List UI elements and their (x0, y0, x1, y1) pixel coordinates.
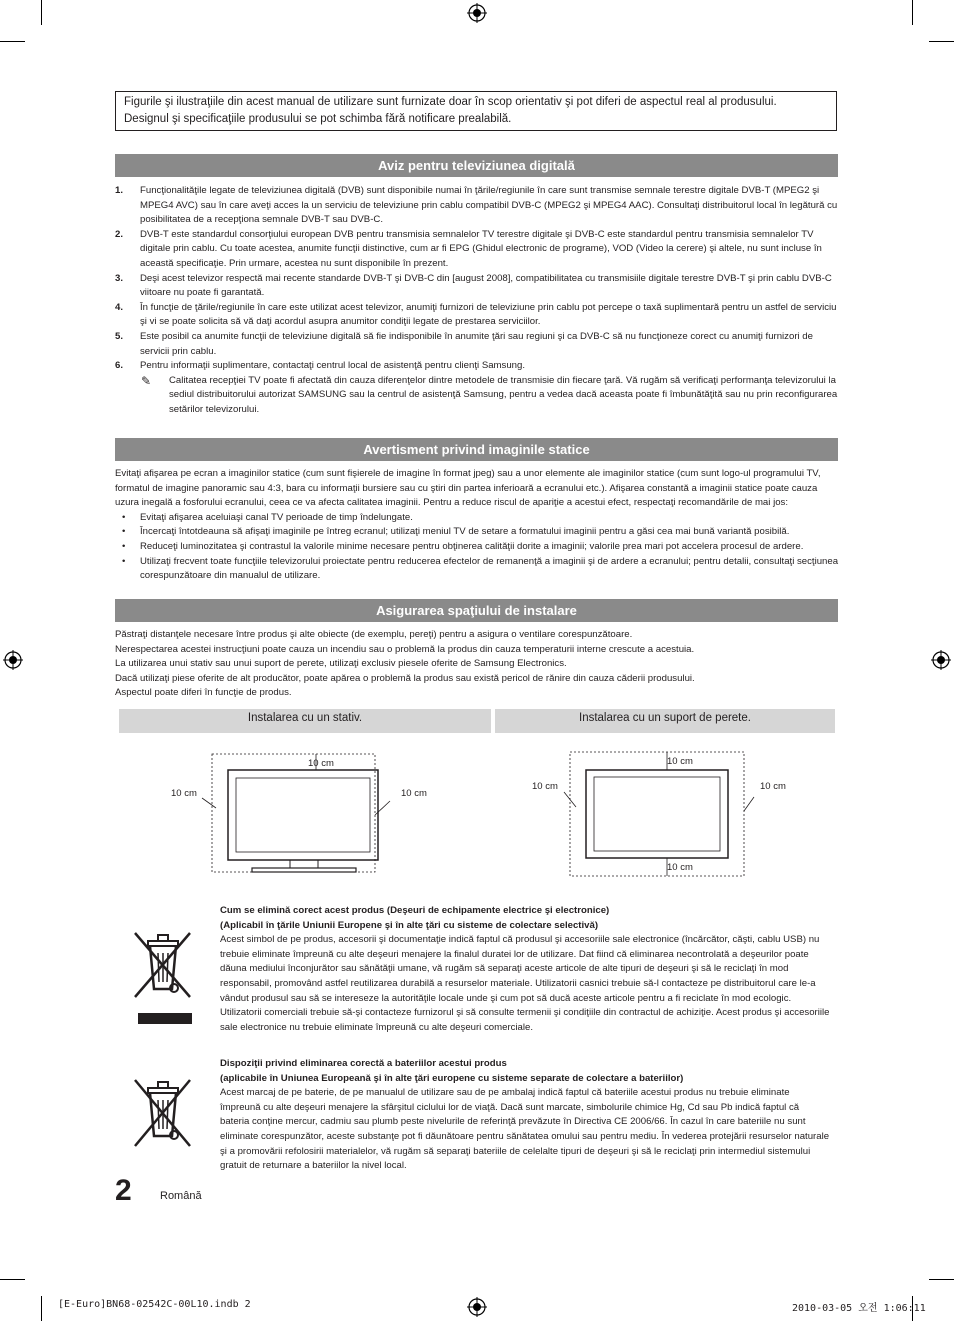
registration-mark-icon (467, 3, 487, 23)
print-date-info: 2010-03-05 오전 1:06:11 (792, 1303, 926, 1314)
weee-subtitle: (Aplicabil în ţările Uniunii Europene şi în alte ţări cu sisteme de colectare selectivă) (220, 919, 599, 931)
list-item: 5. Este posibil ca anumite funcţii de televiziune digitală să fie indisponibile în anumite ţări sau regiuni şi ca DVB-C să nu funcţioneze corect cu anumiţi furnizori de servicii prin cablu. (115, 330, 813, 357)
crop-mark (41, 0, 42, 25)
text-line: La utilizarea unui stativ sau unui suport de perete, utilizaţi exclusiv piesele oferite de Samsung Electronics. (115, 658, 567, 670)
crop-mark (0, 1279, 25, 1280)
text-line: Păstraţi distanţele necesare între produs şi alte obiecte (de exemplu, pereţi) pentru a asigura o ventilare corespunzătoare. (115, 629, 633, 640)
weee-disposal-text (220, 904, 830, 1035)
list-item: 3. Deşi acest televizor respectă mai recente standarde DVB-T şi DVB-C din [august 2008], compatibilitatea cu transmisiile digitale terestre DVB-T şi prin cablu DVB-C viitoare nu poate fi garantată. (115, 272, 832, 299)
dimension-label-right: 10 cm (401, 788, 427, 799)
dimension-label-left: 10 cm (532, 781, 558, 792)
list-item: 1. Funcţionalităţile legate de televiziunea digitală (DVB) sunt disponibile numai în ţările/regiunile în care sunt transmise semnale terestre digitale DVB-T (MPEG2 şi MPEG4 AVC) sau în care aveţi acces la un serviciu de televiziune prin cablu compatibil DVB-C (MPEG2 şi MPEG4 AAC). Consultaţi distribuitorul local în legătură cu posibilitatea de a recepţiona semnale DVB-T sau DVB-C. (115, 185, 838, 226)
dimension-label-left: 10 cm (171, 788, 197, 799)
crop-mark (929, 1279, 954, 1280)
battery-title: Dispoziţii privind eliminarea corectă a bateriilor acestui produs (220, 1058, 507, 1069)
note: ✎ Calitatea recepţiei TV poate fi afectată din cauza diferenţelor dintre metodele de transmisie din fiecare ţară. Vă rugăm să verificaţi performanţa televizorului la sediul distribuitorului autorizat SAMSUNG sau la centrul de asistenţă Samsung, pentru a vedea dacă aceasta poate fi îmbunătăţită sau nu prin reconfigurarea setărilor televizorului. (141, 373, 838, 415)
crossed-bin-weee-icon (132, 927, 196, 1027)
dimension-label-right: 10 cm (760, 781, 786, 792)
text-line: Aspectul poate diferi în funcţie de produs. (115, 687, 292, 699)
stand-install-label: Instalarea cu un stativ. (119, 709, 491, 733)
registration-mark-icon (467, 1297, 487, 1317)
print-file-info: [E-Euro]BN68-02542C-00L10.indb 2 (58, 1299, 251, 1310)
pencil-note-icon: ✎ (141, 373, 152, 388)
list-item: • Încercaţi întotdeauna să afişaţi imaginile pe întreg ecranul; utilizaţi meniul TV de setare a formatului imaginii pentru a găsi cea mai bună variantă posibilă. (122, 526, 790, 538)
wall-tv-diagram (530, 745, 790, 880)
battery-body: Acest marcaj de pe baterie, de pe manualul de utilizare sau de pe ambalaj indică faptul că bateriile acestui produs nu trebuie eliminate împreună cu alte deşeuri menajere la sfârşitul ciclului lor de viaţă. Dacă sunt marcate, simbolurile chimice Hg, Cd sau Pb indică faptul că bateria conţine mercur, cadmiu sau plumb peste nivelurile de referinţă prevăzute în Directiva CE 2006/66. În cazul în care bateriile nu sunt eliminate corespunzător, aceste substanţe pot fi dăunătoare pentru sănătatea omului sau pentru mediu. În vederea protejării resurselor naturale şi a promovării refolosirii materialelor, vă rugăm să separaţi bateriile de celelalte tipuri de deşeuri şi să le reciclaţi prin intermediul sistemului gratuit de returnare a bateriilor la nivel local. (220, 1087, 830, 1172)
section-header-digital-tv: Aviz pentru televiziunea digitală (115, 154, 838, 177)
weee-body: Acest simbol de pe produs, accesorii şi documentaţie indică faptul că produsul şi accesoriile sale electronice (încărcător, căşti, cablu USB) nu trebuie eliminate împreună cu alte deşeuri menajere la finalul duratei lor de utilizare. Dat fiind că eliminarea necontrolată a deşeurilor poate dăuna mediului înconjurător sau sănătăţii umane, vă rugăm să separaţi aceste articole de alte tipuri de deşeuri şi să le reciclaţi în mod responsabil, promovând astfel reutilizarea durabilă a resurselor materiale. Utilizatorii casnici trebuie să-l contacteze pe distribuitorul care le-a vândut produsul sau să se intereseze la autorităţile locale unde şi cum pot să ducă aceste articole pentru a fi reciclate în mod ecologic. Utilizatorii comerciali trebuie să-şi contacteze furnizorul şi să consulte termenii şi condiţiile din contractul de achiziţie. Acest produs şi accesoriile sale electronice nu trebuie eliminate împreună cu alte deşeuri comerciale. (220, 934, 830, 1033)
battery-disposal-text (220, 1057, 830, 1174)
digital-tv-list (115, 184, 840, 418)
battery-subtitle: (aplicabile în Uniunea Europeană şi în alte ţări europene cu sisteme separate de colectare a bateriilor) (220, 1072, 684, 1084)
registration-mark-icon (3, 650, 23, 670)
disclaimer-line: Figurile şi ilustraţiile din acest manual de utilizare sunt furnizate doar în scop orientativ şi pot diferi de aspectul real al produsului. (124, 96, 777, 108)
list-item: • Evitaţi afişarea aceluiaşi canal TV perioade de timp îndelungate. (122, 511, 413, 523)
list-item: 2. DVB-T este standardul consorţiului european DVB pentru transmisia semnalelor TV terestre digitale şi DVB-C este standardul pentru transmisia semnalelor TV digitale prin cablu. Cu toate acestea, anumite funcţii distinctive, cum ar fi EPG (Ghidul electronic de programe), VOD (Video la cerere) şi altele, nu sunt incluse în această specificaţie. Prin urmare, acestea nu sunt disponibile în prezent. (115, 228, 822, 269)
language-label: Română (160, 1190, 202, 1202)
dimension-label-top: 10 cm (667, 756, 693, 767)
text-line: Dacă utilizaţi piese oferite de alt producător, poate apărea o problemă la produs sau există pericol de rănire din cauza căderii produsului. (115, 672, 695, 684)
list-item: • Reduceţi luminozitatea şi contrastul la valorile minime necesare pentru obţinerea calităţii dorite a imaginii; valorile prea mari pot accelera procesul de ardere. (122, 540, 804, 552)
crop-mark (41, 1296, 42, 1321)
dimension-label-bottom: 10 cm (667, 862, 693, 873)
installation-text (115, 628, 840, 701)
intro-paragraph: Evitaţi afişarea pe ecran a imaginilor statice (cum sunt fişierele de imagine în format jpeg) sau a unor elemente ale imaginilor statice (cum sunt logo-ul programului TV, formatul de imagine panoramic sau 4:3, bara cu informaţii bursiere sau cu ştiri din partea inferioară a ecranului etc.). Afişarea constantă a imaginii statice poate cauza uzura inegală a fosforului ecranului, ceea ce va afecta calitatea imaginii. Pentru a reduce riscul de apariţie a acestui efect, respectaţi recomandările de mai jos: (115, 468, 821, 509)
section-header-installation: Asigurarea spaţiului de instalare (115, 599, 838, 622)
text-line: Nerespectarea acestei instrucţiuni poate cauza un incendiu sau o problemă la produs din cauza temperaturii interne crescute a acestuia. (115, 643, 695, 655)
disclaimer-line: Designul şi specificaţiile produsului se pot schimba fără notificare prealabilă. (124, 113, 512, 125)
list-item: • Utilizaţi frecvent toate funcţiile televizorului proiectate pentru reducerea efectelor de remanenţă a imaginii şi de ardere a ecranului; pentru detalii, consultaţi secţiunea corespunzătoare din manualul de utilizare. (122, 555, 839, 582)
crop-mark (929, 41, 954, 42)
disclaimer-box (115, 91, 837, 131)
wall-install-label: Instalarea cu un suport de perete. (495, 709, 835, 733)
page-number: 2 (115, 1174, 132, 1207)
weee-title: Cum se elimină corect acest produs (Deşeuri de echipamente electrice şi electronice) (220, 905, 610, 916)
crop-mark (0, 41, 25, 42)
section-header-static-images: Avertisment privind imaginile statice (115, 438, 838, 461)
list-item: 6. Pentru informaţii suplimentare, contactaţi centrul local de asistenţă pentru clienţi Samsung. (115, 360, 526, 372)
dimension-label-top: 10 cm (308, 758, 334, 769)
crop-mark (912, 0, 913, 25)
registration-mark-icon (931, 650, 951, 670)
static-images-text (115, 467, 840, 584)
crossed-bin-battery-icon (132, 1078, 196, 1156)
list-item: 4. În funcţie de ţările/regiunile în care este utilizat acest televizor, anumiţi furnizori de televiziune prin cablu pot percepe o taxă suplimentară pentru un astfel de serviciu şi vi se poate solicita să vă daţi acordul asupra anumitor condiţii legate de prestarea serviciilor. (115, 301, 837, 328)
